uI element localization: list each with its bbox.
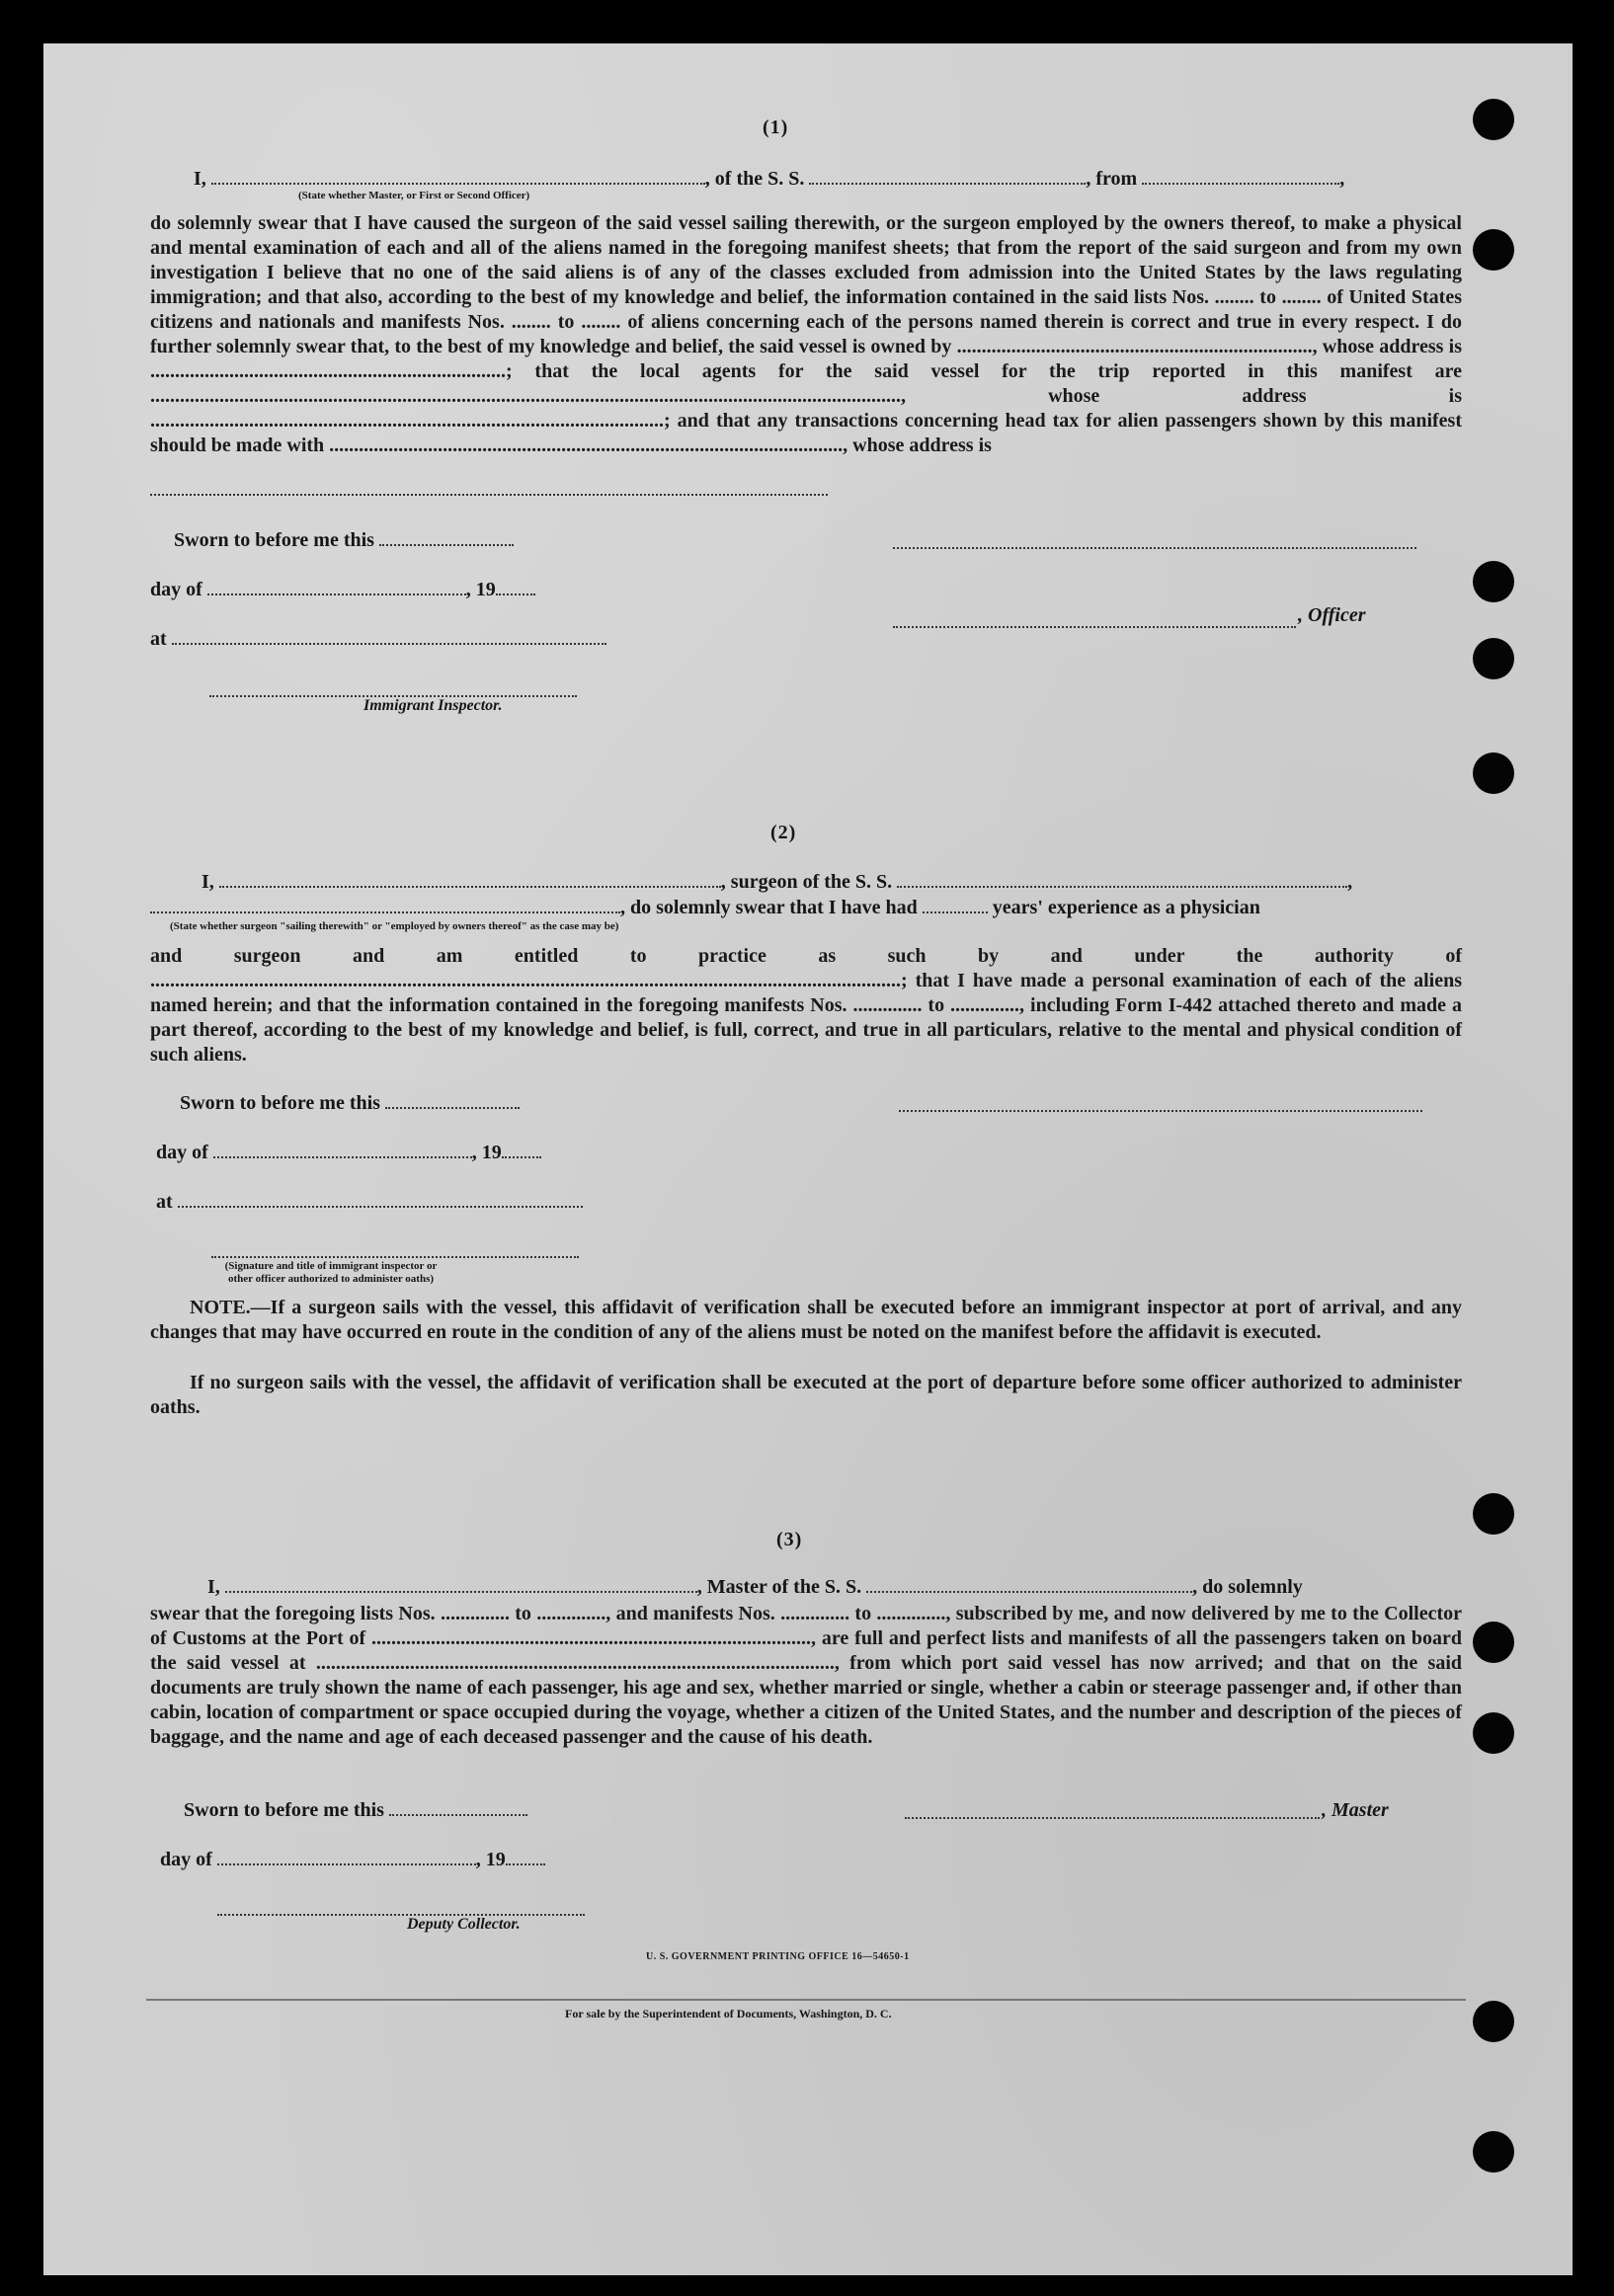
year-field[interactable] <box>502 1143 541 1158</box>
master-name-field[interactable] <box>225 1577 697 1593</box>
section-2-at-line <box>156 1191 583 1214</box>
section-2-number: (2) <box>770 822 797 843</box>
section-1-sworn-line <box>174 529 514 552</box>
label-years-experience: years' experience as a physician <box>992 897 1260 918</box>
year-field[interactable] <box>496 580 535 595</box>
section-3-sworn-line <box>184 1799 527 1822</box>
section-1-at-line <box>150 628 606 651</box>
punch-hole <box>1473 2001 1514 2042</box>
from-port-field[interactable] <box>1142 169 1339 185</box>
punch-hole <box>1473 229 1514 271</box>
officer-rank-note: (State whether Master, or First or Second Officer) <box>298 190 530 201</box>
section-2-day-line <box>156 1142 541 1164</box>
vessel-name-field[interactable] <box>866 1577 1192 1593</box>
section-1-number: (1) <box>763 117 789 138</box>
label-i: I, <box>194 168 206 190</box>
note-2-text: If no surgeon sails with the vessel, the affidavit of verification shall be executed at the port of departure before some officer authorized to administer oaths. <box>150 1372 1462 1418</box>
label-day-of: day of <box>150 579 202 600</box>
section-3-oath-text: swear that the foregoing lists Nos. .............. to .............., and manifests Nos. .............. to .............., subscribed by me, and now delivered by me to the Collector of Customs at the Port of ........................................................................................., are full and perfect lists and manifests of all the passengers taken on board the said vessel at ........................................................................................................., from which port said vessel has now arrived; and that on the said documents are truly shown the name of each passenger, his age and sex, whether married or single, whether a cabin or steerage passenger and, if other than cabin, location of compartment or space occupied during the voyage, whether a citizen of the United States, and the number and description of the pieces of baggage, and the name and age of each deceased passenger and the cause of his death. <box>150 1603 1462 1748</box>
label-year: , 19 <box>471 1142 502 1163</box>
label-i: I, <box>202 871 214 893</box>
inspector-signature-field[interactable] <box>211 1256 579 1258</box>
section-3-number: (3) <box>776 1529 803 1550</box>
section-2-sworn-line <box>180 1092 520 1115</box>
officer-signature-field[interactable] <box>893 547 1416 549</box>
punch-hole <box>1473 1712 1514 1754</box>
note-1-text: NOTE.—If a surgeon sails with the vessel, this affidavit of verification shall be executed before an immigrant inspector at port of arrival, and any changes that may have occurred en route in the condition of any of the aliens must be noted on the manifest before the affidavit is executed. <box>150 1297 1462 1343</box>
label-of-ss: , of the S. S. <box>704 168 805 190</box>
master-caption: , Master <box>1322 1799 1389 1821</box>
officer-title-field[interactable] <box>893 626 1296 628</box>
year-field[interactable] <box>506 1850 545 1865</box>
section-1-officer-line: I, , of the S. S. , from , <box>194 168 1345 190</box>
label-at: at <box>150 628 167 650</box>
label-sworn: Sworn to before me this <box>184 1799 384 1821</box>
label-sworn: Sworn to before me this <box>174 529 374 551</box>
punch-hole <box>1473 2131 1514 2173</box>
label-surgeon-of-ss: , surgeon of the S. S. <box>720 871 893 893</box>
section-2-oath-text: and surgeon and am entitled to practice as such by and under the authority of ........................................................................................................................................................; that I have made a personal examination of each of the aliens named herein; and that the information contained in the foregoing manifests Nos. .............. to .............., including Form I-442 attached thereto and made a part thereof, according to the best of my knowledge and belief, is full, correct, and true in all particulars, relative to the mental and physical condition of such aliens. <box>150 945 1462 1066</box>
label-i: I, <box>207 1576 220 1598</box>
section-2-experience-line <box>150 897 1260 919</box>
section-3-master-line <box>207 1576 1303 1599</box>
deputy-collector-signature-field[interactable] <box>217 1914 585 1916</box>
punch-hole <box>1473 1622 1514 1663</box>
at-place-field[interactable] <box>172 629 606 645</box>
officer-caption: , Officer <box>1298 604 1366 626</box>
punch-hole <box>1473 99 1514 140</box>
label-year: , 19 <box>465 579 496 600</box>
day-of-field[interactable] <box>207 580 466 595</box>
section-2-surgeon-line: I, , surgeon of the S. S. , <box>202 871 1353 893</box>
label-day-of: day of <box>156 1142 208 1163</box>
sworn-date-field[interactable] <box>385 1093 520 1109</box>
day-of-field[interactable] <box>213 1143 472 1158</box>
sale-notice: For sale by the Superintendent of Documents, Washington, D. C. <box>565 2007 892 2020</box>
section-1-day-line <box>150 579 535 601</box>
years-experience-field[interactable] <box>923 898 988 913</box>
form-page <box>43 43 1573 2275</box>
officer-name-field[interactable] <box>211 169 705 185</box>
punch-hole <box>1473 638 1514 679</box>
section-3-day-line <box>160 1849 545 1871</box>
surgeon-type-field[interactable] <box>150 898 620 913</box>
vessel-name-field[interactable] <box>897 872 1347 888</box>
printing-office-imprint: U. S. GOVERNMENT PRINTING OFFICE 16—54650-1 <box>646 1951 910 1962</box>
signature-title-note: (Signature and title of immigrant inspector or other officer authorized to administer oaths) <box>224 1260 438 1285</box>
deputy-collector-caption: Deputy Collector. <box>407 1916 521 1933</box>
label-master-of-ss: , Master of the S. S. <box>696 1576 862 1598</box>
label-year: , 19 <box>475 1849 506 1870</box>
section-2-note-2 <box>150 1371 1462 1420</box>
surgeon-signature-field[interactable] <box>899 1110 1422 1112</box>
master-signature-field[interactable] <box>905 1817 1320 1819</box>
at-place-field[interactable] <box>178 1192 583 1208</box>
label-from: , from <box>1086 168 1138 190</box>
label-at: at <box>156 1191 173 1213</box>
section-2-note-1 <box>150 1296 1462 1345</box>
section-1-oath-text: do solemnly swear that I have caused the surgeon of the said vessel sailing therewith, or the surgeon employed by the owners thereof, to make a physical and mental examination of each and all of the aliens named in the foregoing manifest sheets; that from the report of the said surgeon and from my own investigation I believe that no one of the said aliens is of any of the classes excluded from admission into the United States by the laws regulating immigration; and that also, according to the best of my knowledge and belief, the information contained in the said lists Nos. ........ to ........ of United States citizens and nationals and manifests Nos. ........ to ........ of aliens concerning each of the persons named therein is correct and true in every respect. I do further solemnly swear that, to the best of my knowledge and belief, the said vessel is owned by ........................................................................, whose address is ........................................................................; that the local agents for the said vessel for the trip reported in this manifest are ........................................................................................................................................................, whose address is ........................................................................................................; and that any transactions concerning head tax for alien passengers shown by this manifest should be made with ........................................................................................................, whose address is <box>150 212 1462 456</box>
label-do-solemnly: , do solemnly <box>1192 1576 1303 1598</box>
sworn-date-field[interactable] <box>389 1800 527 1816</box>
whose-address-continuation-field[interactable] <box>150 494 828 496</box>
footer-divider <box>146 1999 1466 2001</box>
punch-hole <box>1473 561 1514 602</box>
label-sworn: Sworn to before me this <box>180 1092 380 1114</box>
label-day-of: day of <box>160 1849 212 1870</box>
punch-hole <box>1473 1493 1514 1535</box>
inspector-caption: Immigrant Inspector. <box>363 697 503 714</box>
surgeon-type-note: (State whether surgeon "sailing therewith" or "employed by owners thereof" as the case may be) <box>170 920 619 932</box>
sworn-date-field[interactable] <box>379 530 514 546</box>
vessel-name-field[interactable] <box>809 169 1086 185</box>
surgeon-name-field[interactable] <box>219 872 721 888</box>
label-solemnly-swear: , do solemnly swear that I have had <box>620 897 918 918</box>
day-of-field[interactable] <box>217 1850 476 1865</box>
punch-hole <box>1473 752 1514 794</box>
